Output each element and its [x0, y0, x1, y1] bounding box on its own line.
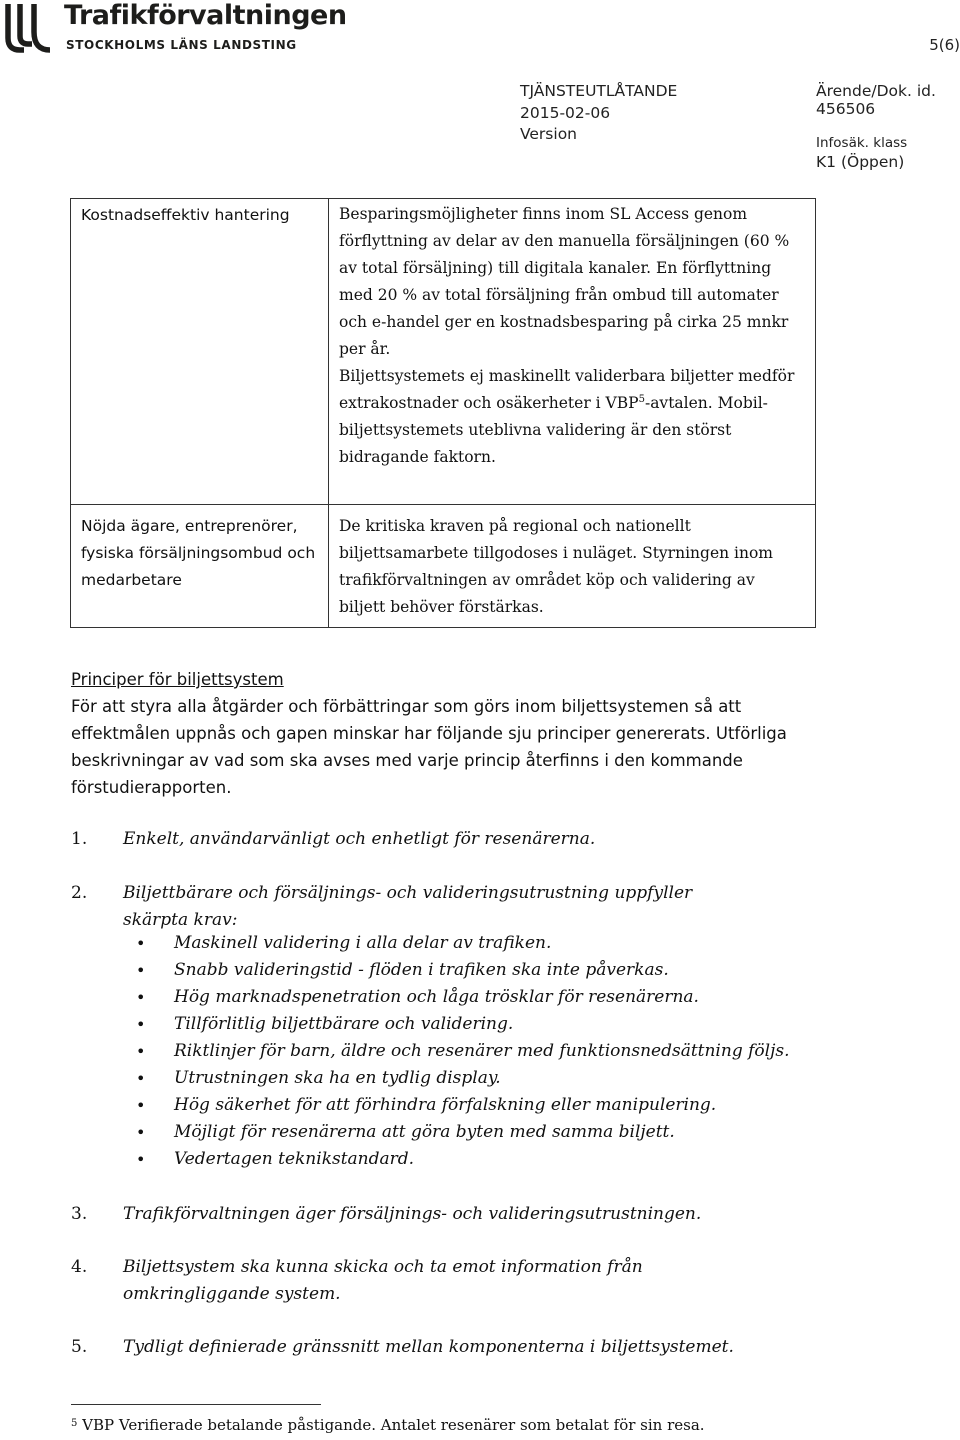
- list-item: • Riktlinjer för barn, äldre och resenärer med funktionsnedsättning följs.: [122, 1038, 789, 1065]
- list-item: • Hög marknadspenetration och låga trösklar för resenärerna.: [122, 984, 789, 1011]
- section-intro: För att styra alla åtgärder och förbättringar som görs inom biljettsystemen så att effektmålen uppnås och gapen minskar har följande sju principer genererats. Utförliga beskrivningar av vad som ska avses med varje princip återfinns i den kommande förstudierapporten.: [71, 697, 787, 797]
- list-item: • Hög säkerhet för att förhindra förfalskning eller manipulering.: [122, 1092, 789, 1119]
- section-heading: Principer för biljettsystem: [71, 670, 284, 689]
- goal-label: Nöjda ägare, entreprenörer, fysiska försäljningsombud och medarbetare: [71, 505, 329, 628]
- table-row: [71, 199, 816, 505]
- logo-mark-icon: [2, 2, 54, 54]
- goal-paragraph: Besparingsmöjligheter finns inom SL Access genom förflyttning av delar av den manuella försäljningen (60 % av total försäljning) till digitala kanaler. En förflyttning med 20 % av total försäljning från ombud till automater och e-handel ger en kostnadsbesparing på cirka 25 mnkr per år.: [339, 205, 790, 358]
- list-item: • Tillförlitlig biljettbärare och validering.: [122, 1011, 789, 1038]
- goal-description: [329, 505, 816, 628]
- goal-description: [329, 199, 816, 505]
- footnote-reference: 5: [638, 394, 645, 405]
- principle-text: Biljettsystem ska kunna skicka och ta emot information från: [123, 1257, 643, 1277]
- footnote: [71, 1414, 705, 1436]
- list-item: • Utrustningen ska ha en tydlig display.: [122, 1065, 789, 1092]
- principle-item: [71, 826, 595, 853]
- logo-name: Trafikförvaltningen: [64, 0, 347, 31]
- classification-label: Infosäk. klass: [816, 135, 908, 151]
- case-id: 456506: [816, 100, 876, 118]
- principle-item: [71, 1334, 734, 1361]
- principle-number: 4.: [71, 1257, 88, 1277]
- principle-number: 2.: [71, 883, 88, 903]
- principle-text: Enkelt, användarvänligt och enhetligt för resenärerna.: [123, 829, 596, 849]
- goal-paragraph: Biljettsystemets ej maskinellt validerbara biljetter medför extrakostnader och osäkerheter i VBP$^5$-avtalen. Mobil-biljettsystemets uteblivna validering är den störst bidragande faktorn.: [339, 367, 795, 466]
- principle-number: 5.: [71, 1337, 88, 1357]
- document-date: 2015-02-06: [520, 104, 611, 122]
- goal-paragraph: De kritiska kraven på regional och nationellt biljettsamarbete tillgodoses i nuläget. Styrningen inom trafikförvaltningen av området köp och validering av biljett behöver förstärkas.: [339, 517, 773, 616]
- principle-item: [71, 1201, 701, 1228]
- list-item: • Möjligt för resenärerna att göra byten med samma biljett.: [122, 1119, 789, 1146]
- principle-item: [71, 880, 692, 934]
- principle-number: 3.: [71, 1204, 88, 1224]
- principle-text: Biljettbärare och försäljnings- och valideringsutrustning uppfyller: [123, 883, 693, 903]
- principle-text: Tydligt definierade gränssnitt mellan komponenterna i biljettsystemet.: [123, 1337, 734, 1357]
- document-type: TJÄNSTEUTLÅTANDE: [520, 82, 678, 100]
- list-item: • Snabb valideringstid - flöden i trafiken ska inte påverkas.: [122, 957, 789, 984]
- principle-number: 1.: [71, 829, 88, 849]
- case-label: Ärende/Dok. id.: [816, 82, 936, 100]
- goals-table: [70, 198, 816, 628]
- list-item: • Maskinell validering i alla delar av trafiken.: [122, 930, 789, 957]
- principle-text-continued: skärpta krav:: [123, 910, 238, 930]
- classification-value: K1 (Öppen): [816, 153, 905, 171]
- version-label: Version: [520, 125, 577, 143]
- footnote-divider: [71, 1404, 321, 1405]
- page-number: 5(6): [929, 36, 960, 54]
- footnote-text: VBP Verifierade betalande påstigande. Antalet resenärer som betalat för sin resa.: [82, 1416, 705, 1434]
- table-row: [71, 505, 816, 628]
- requirements-list: [122, 930, 789, 1173]
- principles-section: [71, 666, 831, 801]
- principle-text-continued: omkringliggande system.: [123, 1284, 341, 1304]
- logo-subtitle: STOCKHOLMS LÄNS LANDSTING: [66, 38, 297, 52]
- principle-item: [71, 1254, 643, 1308]
- principle-text: Trafikförvaltningen äger försäljnings- och valideringsutrustningen.: [123, 1204, 702, 1224]
- list-item: • Vedertagen teknikstandard.: [122, 1146, 789, 1173]
- organization-logo: [2, 0, 347, 54]
- footnote-number: 5: [71, 1418, 78, 1429]
- goal-label: Kostnadseffektiv hantering: [71, 199, 329, 505]
